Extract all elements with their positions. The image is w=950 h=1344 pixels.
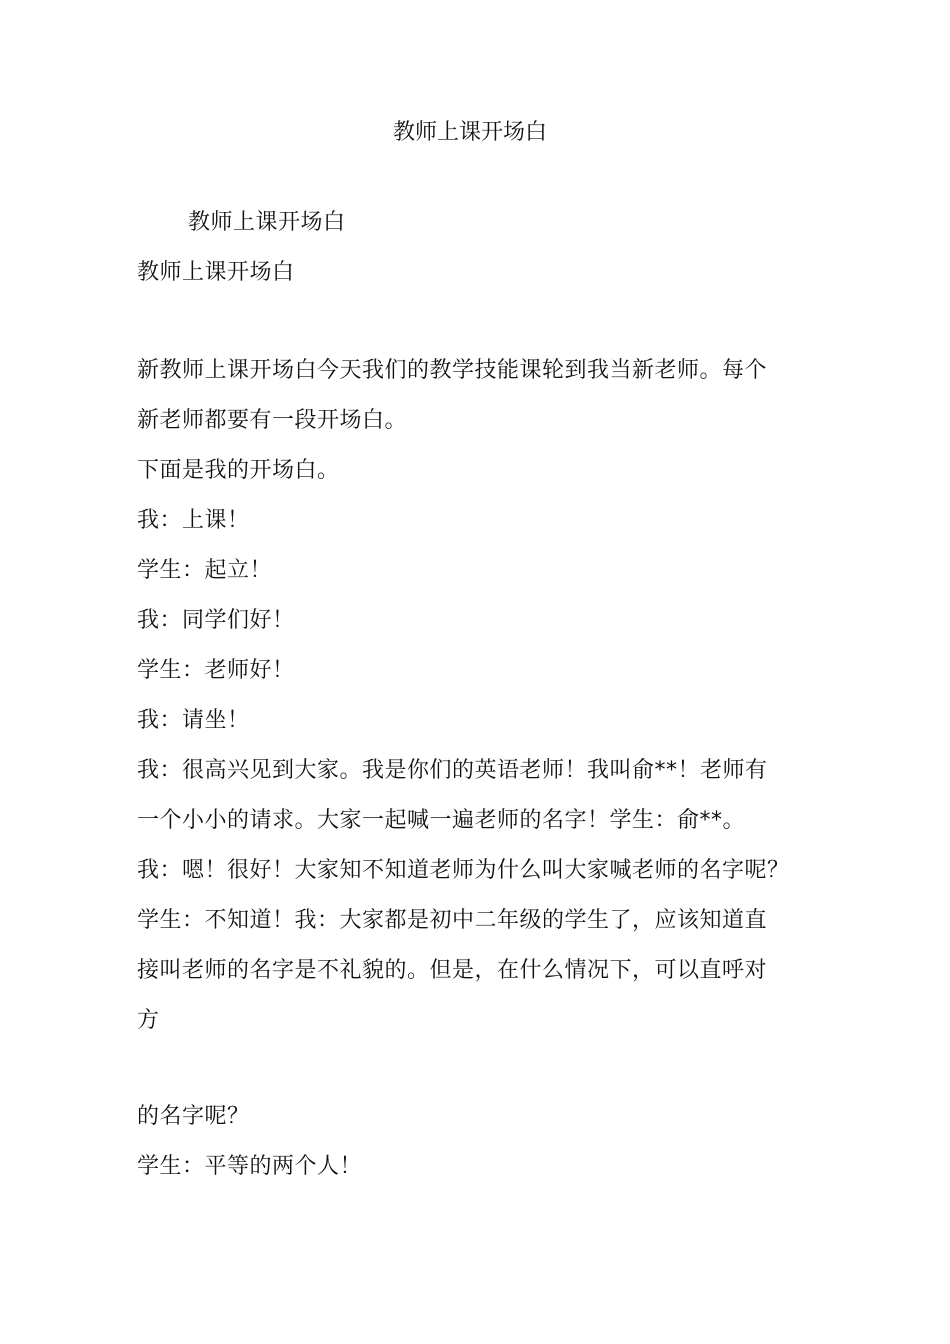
dialogue-line: 的名字呢？ <box>137 1104 250 1129</box>
dialogue-line: 学生：起立！ <box>137 558 273 583</box>
dialogue-line: 方 <box>137 1008 160 1033</box>
subtitle: 教师上课开场白 <box>137 260 295 285</box>
paragraph-line: 新老师都要有一段开场白。 <box>137 408 408 433</box>
dialogue-line: 我：上课！ <box>137 508 250 533</box>
dialogue-line: 学生：平等的两个人！ <box>137 1154 363 1179</box>
dialogue-line: 我：嗯！很好！大家知不知道老师为什么叫大家喊老师的名字呢？ <box>137 858 790 883</box>
subtitle-indented: 教师上课开场白 <box>188 210 346 235</box>
dialogue-line: 一个小小的请求。大家一起喊一遍老师的名字！学生：俞**。 <box>137 808 746 833</box>
paragraph-line: 下面是我的开场白。 <box>137 458 340 483</box>
paragraph-line: 新教师上课开场白今天我们的教学技能课轮到我当新老师。每个 <box>137 358 768 383</box>
dialogue-line: 我：同学们好！ <box>137 608 295 633</box>
dialogue-line: 学生：老师好！ <box>137 658 295 683</box>
dialogue-line: 学生：不知道！我：大家都是初中二年级的学生了，应该知道直 <box>137 908 768 933</box>
document-title: 教师上课开场白 <box>392 120 547 145</box>
dialogue-line: 接叫老师的名字是不礼貌的。但是，在什么情况下，可以直呼对 <box>137 958 768 983</box>
dialogue-line: 我：很高兴见到大家。我是你们的英语老师！我叫俞**！老师有 <box>137 758 768 783</box>
dialogue-line: 我：请坐！ <box>137 708 250 733</box>
